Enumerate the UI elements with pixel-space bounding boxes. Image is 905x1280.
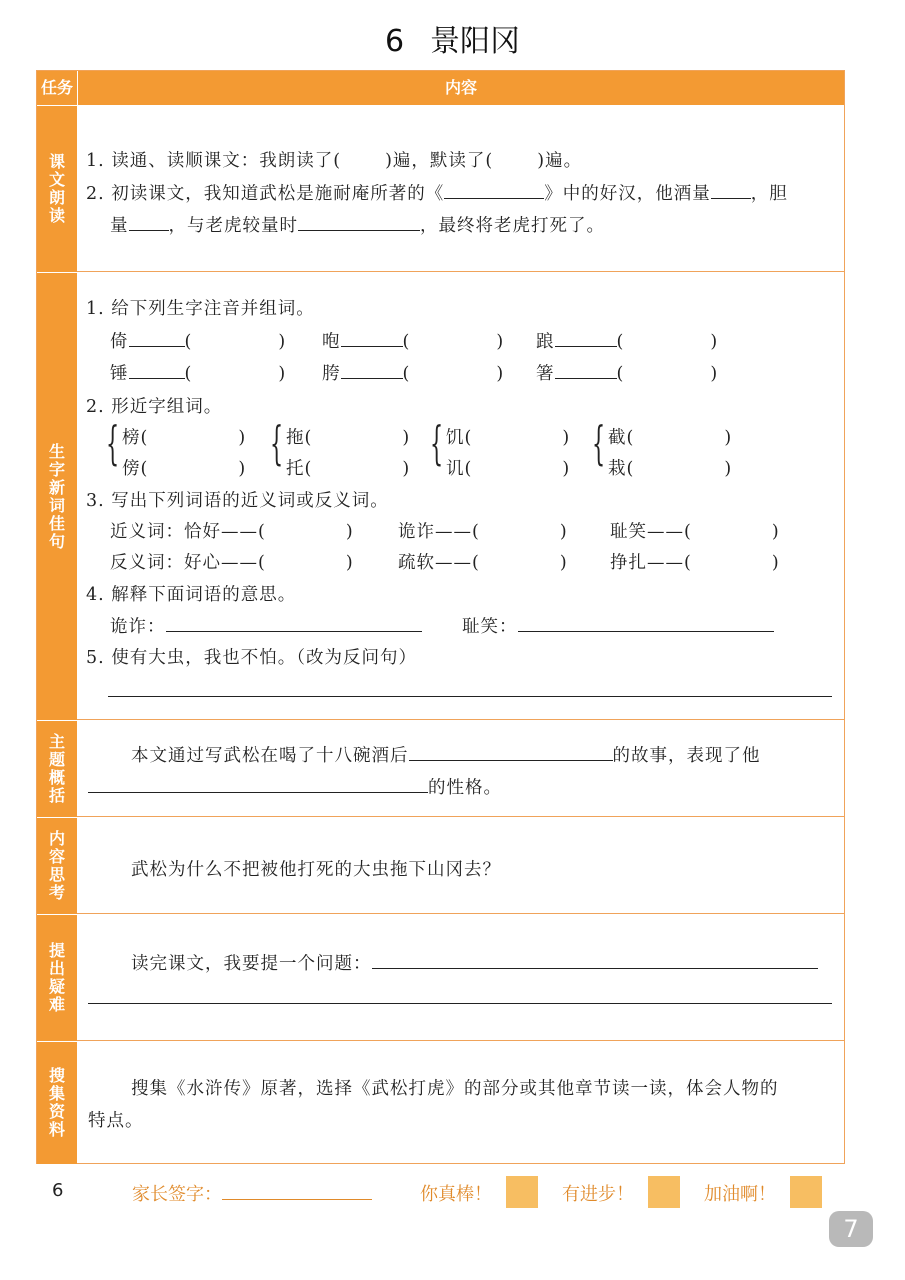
- pair-char: 讥( ): [446, 459, 571, 479]
- explain-item: 诡诈：: [110, 613, 422, 638]
- row-divider: [77, 1040, 844, 1041]
- s6-line1: 搜集《水浒传》原著，选择《武松打虎》的部分或其他章节读一读，体会人物的: [131, 1079, 779, 1099]
- s3-line1: 本文通过写武松在喝了十八碗酒后 的故事，表现了他: [131, 746, 761, 766]
- page-number: 6: [52, 1180, 64, 1201]
- s2-q5-title: 5. 使有大虫，我也不怕。（改为反问句）: [86, 648, 418, 668]
- s3-line2: 的性格。: [88, 774, 502, 799]
- answer-line[interactable]: [108, 696, 832, 697]
- pair-char: 傍( ): [122, 459, 247, 479]
- s1-q2: 2. 初读课文，我知道武松是施耐庵所著的《 》中的好汉，他酒量 ，胆: [86, 184, 788, 204]
- char-item: 胯 ( ): [322, 364, 505, 384]
- section-label-theme: 主题概括: [37, 720, 77, 817]
- brace: {: [430, 416, 444, 470]
- s2-q3-title: 3. 写出下列词语的近义词或反义词。: [86, 491, 389, 511]
- answer-line[interactable]: [88, 1003, 832, 1004]
- antonym-row: 反义词：好心——( ): [110, 553, 354, 573]
- page-title: [0, 16, 905, 60]
- lesson-number: 6: [384, 24, 405, 59]
- antonym-item: 挣扎——( ): [610, 553, 780, 573]
- lesson-title: 景阳冈: [430, 24, 521, 59]
- answer-blank[interactable]: [711, 182, 751, 199]
- char-item: 倚 ( ): [110, 332, 287, 352]
- brace: {: [270, 416, 284, 470]
- praise-great-box[interactable]: [506, 1176, 538, 1208]
- row-divider: [77, 271, 844, 272]
- header-task: 任务: [37, 71, 78, 105]
- explain-item: 耻笑：: [462, 613, 774, 638]
- pinyin-blank[interactable]: [555, 362, 617, 379]
- pair-char: 栽( ): [608, 459, 733, 479]
- pinyin-blank[interactable]: [341, 362, 403, 379]
- pinyin-blank[interactable]: [555, 330, 617, 347]
- answer-blank[interactable]: [298, 214, 420, 231]
- pair-char: 榜( ): [122, 428, 247, 448]
- praise-great: 你真棒！: [420, 1184, 492, 1205]
- char-item: 锤 ( ): [110, 364, 287, 384]
- signature-blank[interactable]: [222, 1183, 372, 1200]
- pair-char: 截( ): [608, 428, 733, 448]
- praise-keep-going: 加油啊！: [704, 1184, 776, 1205]
- s6-line2: 特点。: [88, 1111, 144, 1131]
- section-label-vocab: 生字新词佳句: [37, 272, 77, 720]
- pinyin-blank[interactable]: [129, 330, 185, 347]
- praise-progress: 有进步！: [562, 1184, 634, 1205]
- header-content: 内容: [444, 78, 477, 97]
- char-item: 踉 ( ): [536, 332, 719, 352]
- viewer-page-badge[interactable]: 7: [829, 1211, 873, 1247]
- section-label-research: 搜集资料: [37, 1041, 77, 1164]
- section-label-thinking: 内容思考: [37, 817, 77, 914]
- row-divider: [77, 913, 844, 914]
- s2-q1-title: 1. 给下列生字注音并组词。: [86, 299, 315, 319]
- s5-prompt: 读完课文，我要提一个问题：: [131, 950, 818, 975]
- row-divider: [77, 719, 844, 720]
- answer-blank[interactable]: [409, 744, 613, 761]
- char-item: 箸 ( ): [536, 364, 719, 384]
- answer-blank[interactable]: [129, 214, 169, 231]
- pair-char: 拖( ): [286, 428, 411, 448]
- row-divider: [77, 816, 844, 817]
- answer-blank[interactable]: [166, 615, 422, 632]
- answer-blank[interactable]: [518, 615, 774, 632]
- brace: {: [106, 416, 120, 470]
- synonym-item: 耻笑——( ): [610, 522, 780, 542]
- parent-signature: 家长签字：: [132, 1180, 372, 1206]
- s2-q2-title: 2. 形近字组词。: [86, 397, 223, 417]
- s4-question: 武松为什么不把被他打死的大虫拖下山冈去？: [131, 860, 501, 880]
- brace: {: [592, 416, 606, 470]
- praise-keep-going-box[interactable]: [790, 1176, 822, 1208]
- praise-progress-box[interactable]: [648, 1176, 680, 1208]
- synonym-item: 诡诈——( ): [398, 522, 568, 542]
- pair-char: 饥( ): [446, 428, 571, 448]
- pair-char: 托( ): [286, 459, 411, 479]
- answer-blank[interactable]: [444, 182, 544, 199]
- antonym-item: 疏软——( ): [398, 553, 568, 573]
- answer-blank[interactable]: [372, 952, 818, 969]
- section-label-reading: 课文朗读: [37, 105, 77, 272]
- pinyin-blank[interactable]: [129, 362, 185, 379]
- char-item: 咆 ( ): [322, 332, 505, 352]
- answer-blank[interactable]: [88, 776, 428, 793]
- s2-q4-title: 4. 解释下面词语的意思。: [86, 585, 297, 605]
- synonym-row: 近义词：恰好——( ): [110, 522, 354, 542]
- section-label-question: 提出疑难: [37, 914, 77, 1041]
- pinyin-blank[interactable]: [341, 330, 403, 347]
- s1-q1: 1. 读通、读顺课文：我朗读了( )遍，默读了( )遍。: [86, 151, 583, 171]
- s1-q2-cont: 量 ，与老虎较量时 ，最终将老虎打死了。: [110, 216, 605, 236]
- table-header: [37, 71, 844, 105]
